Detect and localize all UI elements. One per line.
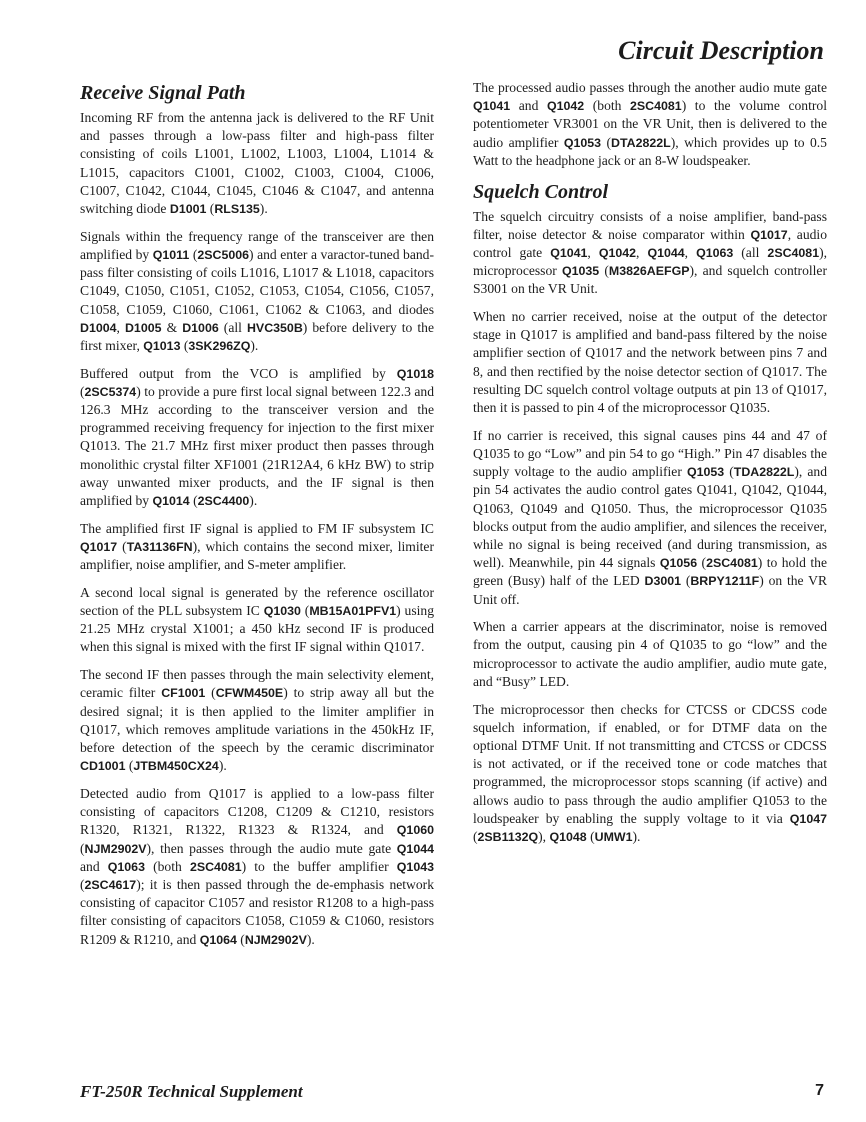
paragraph: The microprocessor then checks for CTCSS or CDCSS code squelch information, if enabled, or for DTMF data on the optional DTMF Unit. If not transmitting and CTCSS or CDCSS is not activated, or if the received tone or code matches that programmed, the microprocessor stops scanning (if active) and allows audio to pass through the audio amplifier Q1053 to the loudspeaker by enabling the supply voltage to it via Q1047 (2SB1132Q), Q1048 (UMW1). <box>473 701 827 845</box>
part-number: HVC350B <box>246 320 303 335</box>
paragraph: If no carrier is received, this signal causes pins 44 and 47 of Q1035 to go “Low” and pin 54 to go “High.” Pin 47 disables the supply voltage to the audio amplifier Q1053 (TDA2822L), and pin 54 activates the audio control gates Q1041, Q1042, Q1044, Q1063, Q1049 and Q1050. Thus, the microprocessor Q1035 blocks output from the audio amplifier, and silences the receiver, while no signal is being received (and during transmission, as well). Meanwhile, pin 44 signals Q1056 (2SC4081) to hold the green (Busy) half of the LED D3001 (BRPY1211F) on the VR Unit off. <box>473 427 828 607</box>
part-number: 3SK296ZQ <box>188 338 251 353</box>
paragraph: The amplified first IF signal is applied to FM IF subsystem IC Q1017 (TA31136FN), which contains the second mixer, limiter amplifier, noise amplifier, and S-meter amplifier. <box>80 520 434 573</box>
part-number: UMW1 <box>594 830 633 845</box>
part-number: 2SC5006 <box>197 247 250 262</box>
part-number: D1001 <box>169 202 207 217</box>
part-number: Q1013 <box>143 338 181 353</box>
paragraph: The processed audio passes through the another audio mute gate Q1041 and Q1042 (both 2SC4081) to the volume control potentiometer VR3001 on the VR Unit, then is delivered to the audio amplifier Q1053 (DTA2822L), which provides up to 0.5 Watt to the headphone jack or an 8-W loudspeaker. <box>473 80 827 168</box>
page-number: 7 <box>815 1082 824 1099</box>
part-number: D3001 <box>644 574 682 589</box>
part-number: Q1043 <box>396 859 434 874</box>
part-number: 2SC4081 <box>630 99 682 114</box>
part-number: Q1035 <box>562 264 600 279</box>
paragraph: Buffered output from the VCO is amplified by Q1018 (2SC5374) to provide a pure first local signal between 122.3 and 126.3 MHz according to the transceiver version and the programmed receiving frequency for injection to the first mixer Q1013. The 21.7 MHz first mixer product then passes through monolithic crystal filter XF1001 (21R12A4, 6 kHz BW) to strip away unwanted mixer products, and the IF signal is then amplified by Q1014 (2SC4400). <box>80 365 434 509</box>
part-number: M3826AEFGP <box>608 264 690 279</box>
part-number: Q1011 <box>152 247 190 262</box>
part-number: 2SB1132Q <box>477 830 539 845</box>
part-number: Q1030 <box>263 604 301 619</box>
part-number: Q1018 <box>396 366 434 381</box>
paragraph: Signals within the frequency range of the transceiver are then amplified by Q1011 (2SC5006) and enter a varactor-tuned band-pass filter consisting of coils L1016, L1017 & L1018, capacitors C1049, C1050, C1051, C1052, C1053, C1054, C1056, C1057, C1058, C1059, C1060, C1061, C1062 & C1063, and diodes D1004, D1005 & D1006 (all HVC350B) before delivery to the first mixer, Q1013 (3SK296ZQ). <box>80 228 435 353</box>
part-number: 2SC5374 <box>84 384 137 399</box>
part-number: NJM2902V <box>84 841 147 856</box>
part-number: Q1064 <box>199 932 237 947</box>
part-number: Q1056 <box>659 556 698 571</box>
part-number: DTA2822L <box>611 135 671 150</box>
part-number: CF1001 <box>161 686 206 701</box>
part-number: CD1001 <box>80 759 126 774</box>
part-number: Q1017 <box>750 227 788 242</box>
paragraph: Detected audio from Q1017 is applied to a low-pass filter consisting of capacitors C1208, C1209 & C1210, resistors R1320, R1321, R1322, R1323 & R1324, and Q1060 (NJM2902V), then passes through the audio mute gate Q1044 and Q1063 (both 2SC4081) to the buffer amplifier Q1043 (2SC4617); it is then passed through the de-emphasis network consisting of capacitor C1057 and resistor R1208 to a high-pass filter consisting of capacitors C1058, C1059 & C1060, resistors R1209 & R1210, and Q1064 (NJM2902V). <box>80 785 434 947</box>
part-number: 2SC4617 <box>84 877 137 892</box>
left-column <box>80 78 434 958</box>
part-number: JTBM450CX24 <box>133 759 219 774</box>
part-number: Q1063 <box>107 859 145 874</box>
paragraph: The second IF then passes through the main selectivity element, ceramic filter CF1001 (CFWM450E) to strip away all but the desired signal; it is then applied to the limiter amplifier in Q1017, which removes amplitude variations in the 450kHz IF, before detection of the speech by the ceramic discriminator CD1001 (JTBM450CX24). <box>80 667 435 774</box>
section-heading-receive-signal-path: Receive Signal Path <box>80 82 246 104</box>
part-number: Q1044 <box>647 245 685 260</box>
part-number: Q1014 <box>152 494 190 509</box>
paragraph: When a carrier appears at the discriminator, noise is removed from the output, causing pin 4 of Q1035 to go “low” and the microprocessor to activate the audio amplifier, audio mute gate, and “Busy” LED. <box>473 619 827 689</box>
part-number: TDA2822L <box>733 465 795 480</box>
right-column <box>473 79 827 856</box>
part-number: RLS135 <box>214 202 260 217</box>
part-number: Q1063 <box>696 245 734 260</box>
footer-document-title: FT-250R Technical Supplement <box>80 1082 303 1101</box>
part-number: Q1053 <box>563 135 602 150</box>
part-number: CFWM450E <box>215 686 284 701</box>
section-heading-squelch-control: Squelch Control <box>473 180 609 203</box>
part-number: D1005 <box>124 320 162 335</box>
part-number: BRPY1211F <box>690 574 760 589</box>
part-number: D1004 <box>80 320 117 335</box>
part-number: NJM2902V <box>244 932 307 947</box>
part-number: Q1048 <box>549 830 587 845</box>
part-number: TA31136FN <box>126 539 193 554</box>
paragraph: The squelch circuitry consists of a noise amplifier, band-pass filter, noise detector & noise comparator within Q1017, audio control gate Q1041, Q1042, Q1044, Q1063 (all 2SC4081), microprocessor Q1035 (M3826AEFGP), and squelch controller S3001 on the VR Unit. <box>473 208 828 297</box>
part-number: Q1053 <box>686 465 725 480</box>
part-number: 2SC4081 <box>767 245 820 260</box>
part-number: Q1047 <box>789 811 827 826</box>
part-number: D1006 <box>182 320 219 335</box>
part-number: Q1044 <box>396 841 434 856</box>
paragraph: When no carrier received, noise at the output of the detector stage in Q1017 is amplified and band-pass filtered by the noise amplifier section of Q1017 and the network between pins 7 and 8, and then rectified by the noise detector section of Q1017. The resulting DC squelch control voltage outputs at pin 13 of Q1017, then it is passed to pin 4 of the microprocessor Q1035. <box>473 309 827 416</box>
part-number: Q1042 <box>598 245 637 260</box>
part-number: 2SC4081 <box>706 556 758 571</box>
part-number: MB15A01PFV1 <box>309 604 397 619</box>
paragraph: Incoming RF from the antenna jack is delivered to the RF Unit and passes through a low-pass filter and high-pass filter consisting of coils L1001, L1002, L1003, L1004, L1014 & L1015, capacitors C1001, C1002, C1003, C1004, C1006, C1007, C1042, C1044, C1045, C1046 & C1047, and antenna switching diode D1001 (RLS135). <box>80 110 434 217</box>
part-number: Q1060 <box>396 823 434 838</box>
part-number: Q1017 <box>80 539 118 554</box>
part-number: Q1042 <box>546 99 585 114</box>
page-title: Circuit Description <box>618 36 824 65</box>
part-number: Q1041 <box>473 99 511 114</box>
paragraph: A second local signal is generated by the reference oscillator section of the PLL subsystem IC Q1030 (MB15A01PFV1) using 21.25 MHz crystal X1001; a 450 kHz second IF is produced when this signal is mixed with the first IF signal within Q1017. <box>80 584 434 655</box>
part-number: 2SC4400 <box>197 494 250 509</box>
part-number: 2SC4081 <box>189 859 242 874</box>
part-number: Q1041 <box>550 245 588 260</box>
